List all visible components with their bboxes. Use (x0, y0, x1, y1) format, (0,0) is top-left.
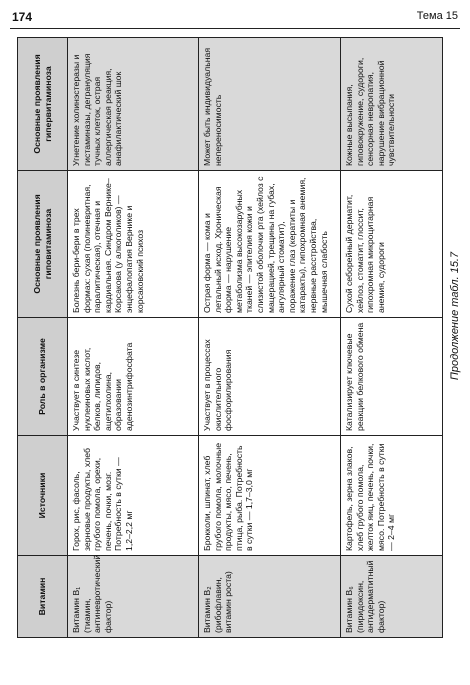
cell-vitamin: Витамин B₆ (пиридоксин, антидерматитный фактор) (341, 556, 443, 638)
cell-role: Катализирует ключевые реакции белкового обмена (341, 318, 443, 436)
continuation-note (447, 36, 463, 596)
column-header-vitamin: Витамин (18, 556, 68, 638)
table-row (68, 38, 199, 638)
cell-sources: Брокколи, шпинат, хлеб грубого помола, молочные продукты, мясо, печень, птица, рыба. Потребность в сутки — 1,7–3,0 мг (199, 436, 341, 556)
vitamin-table (17, 37, 443, 638)
column-header-hypovitaminosis: Основные проявления гиповитаминоза (18, 171, 68, 318)
column-header-sources: Источники (18, 436, 68, 556)
page-number: 174 (12, 10, 33, 24)
cell-hypovitaminosis: Болезнь бери-бери в трех формах: сухая (полиневритная, паралитическая), отечная и кардиальная. Синдром Вернике–Корсакова (у алкоголиков) — энцефалопатия Вернике и корсаковский психоз (68, 171, 199, 318)
continuation-text: Продолжение табл. 15.7 (449, 251, 461, 381)
page-header (10, 6, 460, 29)
cell-hypovitaminosis: Острая форма — кома и летальный исход. Хроническая форма — нарушение метаболизма высокозарубных тканей — эпителия кожи и слизистой оболочки рта (хейлоз с мацерацией, трещины на губах, ангулярный стоматит), поражение глаз (кератиты и катаракты), гипохромная анемия, нервные расстройства, мышечная слабость (199, 171, 341, 318)
cell-vitamin: Витамин B₂ (рибофлавин, витамин роста) (199, 556, 341, 638)
column-header-hypervitaminosis: Основные проявления гипервитаминоза (18, 38, 68, 171)
cell-hypervitaminosis: Кожные высыпания, гиповокружение, судороги, сенсорная невропатия, нарушение вибрационной чувствительности (341, 38, 443, 171)
cell-sources: Горох, рис, фасоль, зерновые продукты, хлеб грубого помола, орехи, печень, почки, мозг. Потребность в сутки — 1,2–2,2 мг (68, 436, 199, 556)
table-row (341, 38, 443, 638)
cell-hypervitaminosis: Угнетение холинэстеразы и гистаминазы, дегрануляция тучных клеток, острая аллергическая реакция, анафилактический шок (68, 38, 199, 171)
cell-hypovitaminosis: Сухой себорейный дерматит, хейлоз, стоматит, глоссит, гипохромная микроцитарная анемия, судороги (341, 171, 443, 318)
cell-sources: Картофель, зерна злаков, хлеб грубого помола, желток яиц, печень, почки, мясо. Потребность в сутки — 2–4 мг (341, 436, 443, 556)
column-header-role: Роль в организме (18, 318, 68, 436)
cell-hypervitaminosis: Может быть индивидуальная непереносимость (199, 38, 341, 171)
table-row (199, 38, 341, 638)
table-header-row (18, 38, 68, 638)
rotated-table-wrapper (17, 38, 442, 638)
cell-role: Участвует в процессах окислительного фосфорилирования (199, 318, 341, 436)
cell-role: Участвует в синтезе нуклеиновых кислот, белков, липидов, ацетилхолина, образовании аденозинтрифосфата (68, 318, 199, 436)
cell-vitamin: Витамин B₁ (тиамин, антиневротический фактор) (68, 556, 199, 638)
topic-label: Тема 15 (416, 10, 458, 22)
